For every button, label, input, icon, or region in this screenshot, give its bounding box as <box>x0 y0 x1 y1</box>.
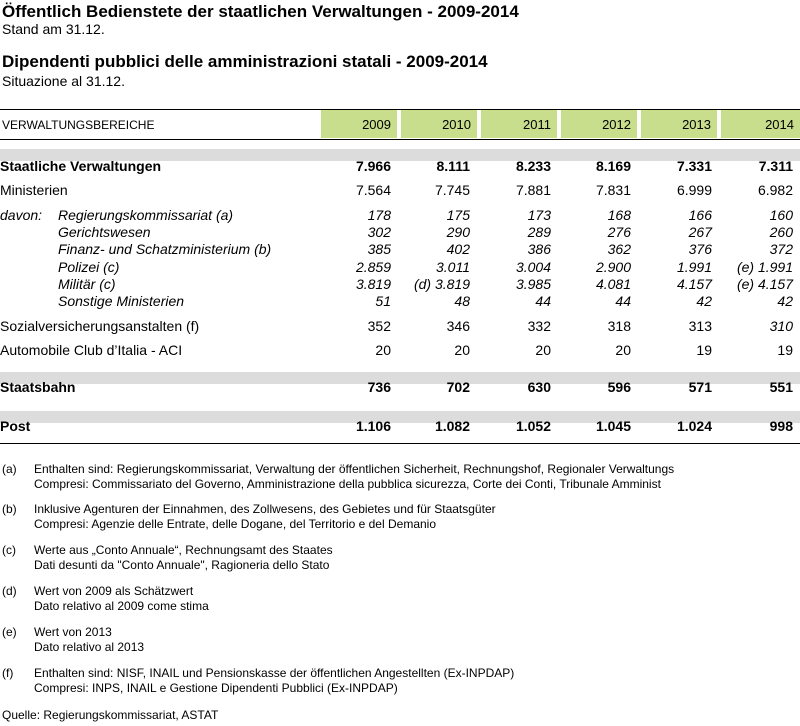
table-row: Sozialversicherungsanstalten (f) 352 346 332 318 313 310 <box>0 318 793 334</box>
table-row: Automobile Club d’Italia - ACI 20 20 20 20 19 19 <box>0 342 793 358</box>
source-note: Quelle: Regierungskommissariat, ASTAT <box>2 708 219 722</box>
table-row: Militär (c) 3.819 (d) 3.819 3.985 4.081 4.157 (e) 4.157 <box>58 276 793 292</box>
table-row: Finanz- und Schatzministerium (b) 385 402 386 362 376 372 <box>58 241 793 257</box>
subtitle-italian: Situazione al 31.12. <box>2 73 125 89</box>
year-header: 2009 <box>321 110 397 138</box>
table-row: Sonstige Ministerien 51 48 44 44 42 42 <box>58 293 793 309</box>
table-row: Polizei (c) 2.859 3.011 3.004 2.900 1.991 (e) 1.991 <box>58 259 793 275</box>
table-row: Staatsbahn 736 702 630 596 571 551 <box>0 379 793 395</box>
title-italian: Dipendenti pubblici delle amministrazioni statali - 2009-2014 <box>2 52 488 71</box>
year-header: 2010 <box>401 110 477 138</box>
table-header <box>0 109 800 140</box>
subtitle-german: Stand am 31.12. <box>2 21 105 37</box>
table-row: Staatliche Verwaltungen 7.966 8.111 8.233 8.169 7.331 7.311 <box>0 158 793 174</box>
table-bottom-rule <box>0 443 800 444</box>
year-header: 2013 <box>641 110 717 138</box>
title-german: Öffentlich Bedienstete der staatlichen Verwaltungen - 2009-2014 <box>2 2 519 21</box>
header-label: VERWALTUNGSBEREICHE <box>2 118 155 132</box>
table-row: Ministerien 7.564 7.745 7.881 7.831 6.999 6.982 <box>0 182 793 198</box>
year-header: 2014 <box>721 110 800 138</box>
year-header: 2012 <box>561 110 637 138</box>
page: Öffentlich Bedienstete der staatlichen Verwaltungen - 2009-2014 Stand am 31.12. Dipendenti pubblici delle amministrazioni statali - 2009-2014 Situazione al 31.12. VERWALTUNGSBEREICHE 2009 2010 2011 2012 2013 2014 Staatliche Verwaltungen 7.966 8.111 8.233 8.169 7.331 7.311 Ministerien 7.564 7.745 7.881 7.831 6.999 6.982 davon: Regierungskommissariat (a) 178 175 173 168 166 160 Gerichtswesen 302 290 289 276 267 260 Finanz- und Schatzministerium (b) 385 402 386 362 376 372 Polizei (c) 2.859 3.011 3.004 2.900 1.991 (e) 1.991 Militär (c) 3.819 (d) 3.819 3.985 4.081 4.157 (e) 4.157 Sonstige Ministerien 51 48 44 44 42 42 Sozialversicherungsanstalten (f) 352 346 332 318 313 310 Automobile Club d’Italia - ACI 20 20 20 20 19 19 Staatsbahn 736 702 630 596 571 551 Post 1.106 1.082 1.052 1.045 1.024 998 (a) Enthalten sind: Regierungskommissariat, Verwaltung der öffentlichen Sicherheit, Rechnungshof, Regionaler Verwaltungs Compresi: Commissariato del Governo, Amministrazione della pubblica sicurezza, Corte dei Conti, Tribunale Amminist (b) Inklusive Agenturen der Einnahmen, des Zollwesens, des Gebietes und für Staatsgüter Compresi: Agenzie delle Entrate, delle Dogane, del Territorio e del Demanio (c) Werte aus „Conto Annuale“, Rechnungsamt des Staates Dati desunti da "Conto Annuale", Ragioneria dello Stato (d) Wert von 2009 als Schätzwert Dato relativo al 2009 come stima (e) Wert von 2013 Dato relativo al 2013 (f) Enthalten sind: NISF, INAIL und Pensionskasse der öffentlichen Angestellten (Ex-INPDAP) Compresi: INPS, INAIL e Gestione Dipendenti Pubblici (Ex-INPDAP) Quelle: Regierungskommissariat, ASTAT <box>0 0 800 726</box>
year-header: 2011 <box>481 110 557 138</box>
table-row: Gerichtswesen 302 290 289 276 267 260 <box>58 224 793 240</box>
table-row: Post 1.106 1.082 1.052 1.045 1.024 998 <box>0 418 793 434</box>
table-row: davon: Regierungskommissariat (a) 178 175 173 168 166 160 <box>0 207 793 223</box>
